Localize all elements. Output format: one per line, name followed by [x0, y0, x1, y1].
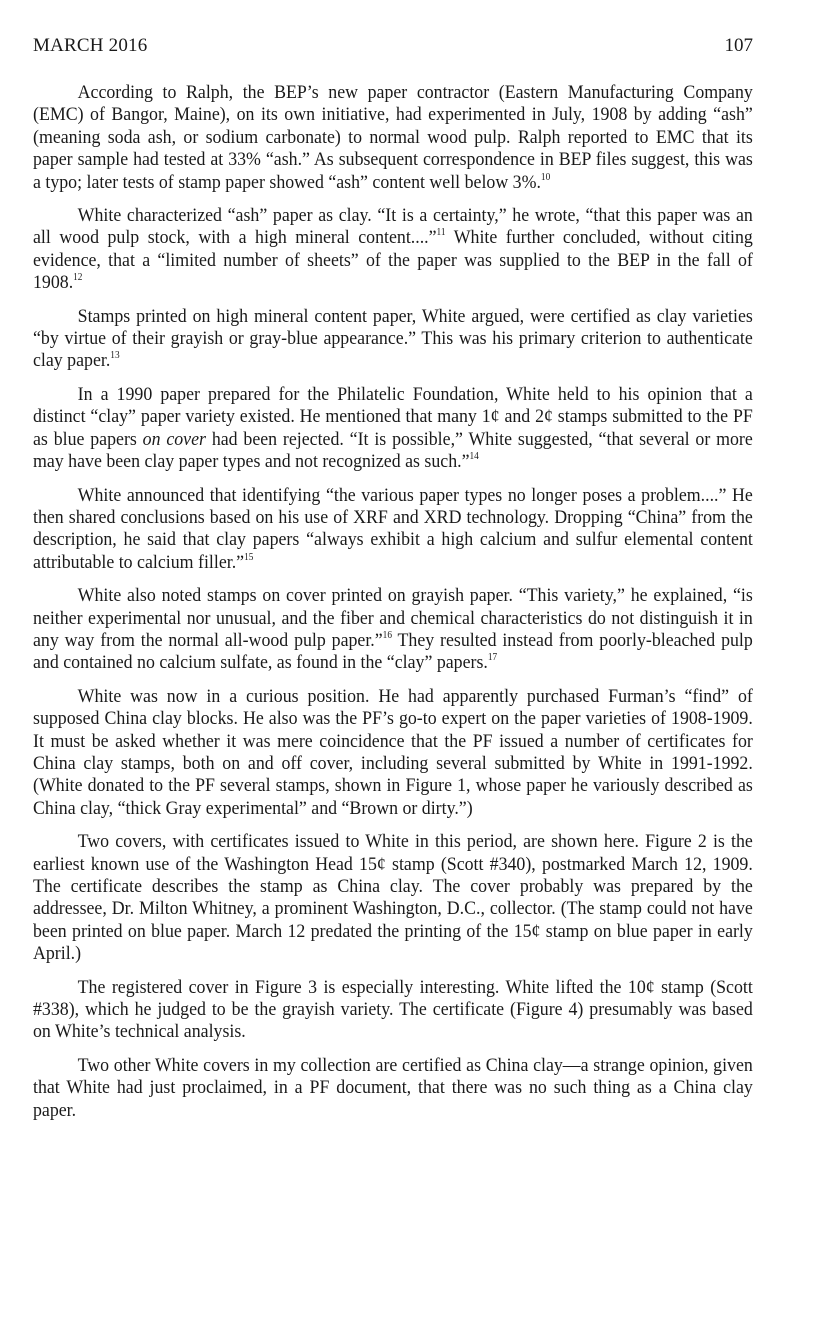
paragraph — [33, 82, 753, 194]
footnote-reference: 11 — [436, 227, 446, 239]
footnote-reference: 15 — [244, 551, 254, 563]
footnote-reference: 16 — [382, 629, 392, 641]
paragraph — [33, 686, 753, 820]
footnote-reference: 13 — [110, 350, 120, 362]
footnote-reference: 17 — [487, 652, 498, 664]
text-run: White was now in a curious position. He had apparently purchased Furman’s “find” of supposed China clay blocks. He also was the PF’s go-to expert on the paper varieties of 1908-1909. It must be asked whether it was mere coincidence that the PF issued a number of certificates for China clay stamps, both on and off cover, including several submitted by White in 1991-1992. (White donated to the PF several stamps, shown in Figure 1, whose paper he variously described as China clay, “thick Gray experimental” and “Brown or dirty.”) — [33, 685, 753, 819]
text-run: In a 1990 paper prepared for the Philatelic Foundation, White held to his opinion that a distinct “clay” paper variety existed. He mentioned that many 1¢ and 2¢ stamps submitted to the PF as blue papers — [33, 383, 753, 450]
paragraph — [33, 205, 753, 295]
text-run: According to Ralph, the BEP’s new paper contractor (Eastern Manufacturing Company (EMC) of Bangor, Maine), on its own initiative, had experimented in July, 1908 by adding “ash” (meaning soda ash, or sodium carbonate) to normal wood pulp. Ralph reported to EMC that its paper sample had tested at 33% “ash.” As subsequent correspondence in BEP files suggest, this was a typo; later tests of stamp paper showed “ash” content well below 3%. — [33, 82, 753, 193]
article-body — [33, 82, 753, 1133]
text-run: White also noted stamps on cover printed on grayish paper. “This variety,” he explained, “is neither experimental nor unusual, and the fiber and chemical characteristics do not distinguish it in any way from the normal all-wood pulp paper.” — [33, 585, 753, 651]
text-run: had been rejected. “It is possible,” White suggested, “that several or more may have been clay paper types and not recognized as such.” — [33, 428, 753, 473]
text-run: Two other White covers in my collection are certified as China clay—a strange opinion, given that White had just proclaimed, in a PF document, that there was no such thing as a China clay paper. — [33, 1054, 753, 1121]
page-number: 107 — [724, 35, 753, 56]
footnote-reference: 14 — [469, 451, 479, 463]
text-run: White further concluded, without citing evidence, that a “limited number of sheets” of the paper was supplied to the BEP in the fall of 1908. — [33, 227, 753, 294]
paragraph — [33, 1055, 753, 1122]
footnote-reference: 10 — [540, 171, 551, 183]
paragraph — [33, 485, 753, 575]
text-run: Two covers, with certificates issued to White in this period, are shown here. Figure 2 is the earliest known use of the Washington Head 15¢ stamp (Scott #340), postmarked March 12, 1909. The certificate describes the stamp as China clay. The cover probably was prepared by the addressee, Dr. Milton Whitney, a prominent Washington, D.C., collector. (The stamp could not have been printed on blue paper. March 12 predated the printing of the 15¢ stamp on blue paper in early April.) — [33, 831, 753, 965]
footnote-reference: 12 — [73, 272, 83, 284]
text-run: White announced that identifying “the various paper types no longer poses a problem....” He then shared conclusions based on his use of XRF and XRD technology. Dropping “China” from the description, he said that clay papers “always exhibit a high calcium and sulfur elemental content attributable to calcium filler.” — [33, 484, 753, 573]
running-header — [33, 33, 753, 59]
paragraph — [33, 831, 753, 965]
text-run: Stamps printed on high mineral content paper, White argued, were certified as clay varieties “by virtue of their grayish or gray-blue appearance.” This was his primary criterion to authenticate clay paper. — [33, 305, 753, 372]
paragraph — [33, 977, 753, 1044]
running-head-date: MARCH 2016 — [33, 35, 148, 56]
paragraph — [33, 306, 753, 373]
italic-text: on cover — [142, 428, 206, 450]
text-run: They resulted instead from poorly-bleached pulp and contained no calcium sulfate, as found in the “clay” papers. — [33, 629, 753, 674]
text-run: The registered cover in Figure 3 is especially interesting. White lifted the 10¢ stamp (Scott #338), which he judged to be the grayish variety. The certificate (Figure 4) presumably was based on White’s technical analysis. — [33, 976, 753, 1043]
paragraph — [33, 585, 753, 675]
paragraph — [33, 384, 753, 474]
text-run: White characterized “ash” paper as clay. “It is a certainty,” he wrote, “that this paper was an all wood pulp stock, with a high mineral content....” — [33, 205, 753, 249]
